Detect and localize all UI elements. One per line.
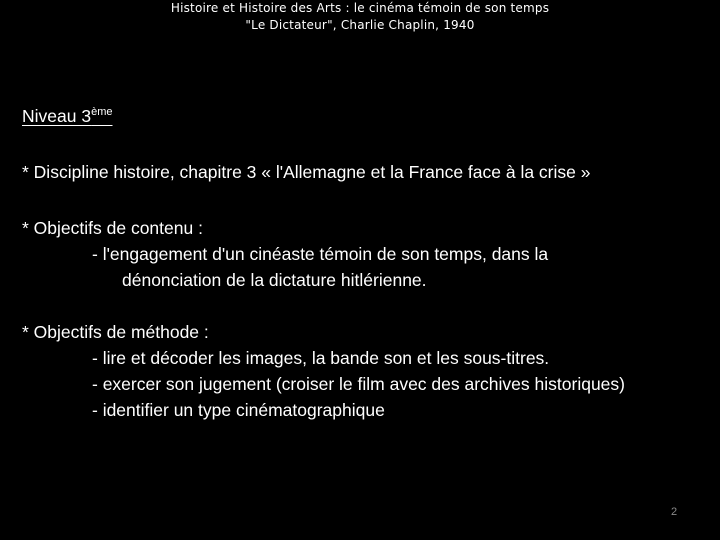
method-objectives-section — [22, 319, 712, 423]
method-objective-item: - lire et décoder les images, la bande son et les sous-titres. — [92, 348, 550, 368]
header-subtitle-line: "Le Dictateur", Charlie Chaplin, 1940 — [245, 18, 475, 32]
method-objective-item: - exercer son jugement (croiser le film avec des archives historiques) — [92, 374, 625, 394]
content-objective-item-continuation: dénonciation de la dictature hitlérienne. — [122, 270, 427, 290]
level-heading — [22, 103, 112, 129]
slide-header — [0, 0, 720, 34]
page-number: 2 — [670, 506, 678, 518]
slide-body — [22, 103, 712, 423]
content-objective-item: - l'engagement d'un cinéaste témoin de son temps, dans la — [92, 244, 549, 264]
method-objectives-heading: * Objectifs de méthode : — [22, 322, 209, 342]
discipline-line: * Discipline histoire, chapitre 3 « l'Allemagne et la France face à la crise » — [22, 162, 591, 182]
content-objectives-section — [22, 215, 712, 293]
level-text: Niveau 3 — [22, 106, 92, 126]
method-objective-item: - identifier un type cinématographique — [92, 400, 385, 420]
level-superscript: ème — [91, 106, 113, 118]
content-objectives-heading: * Objectifs de contenu : — [22, 218, 203, 238]
header-title-line: Histoire et Histoire des Arts : le cinéma témoin de son temps — [170, 1, 550, 15]
